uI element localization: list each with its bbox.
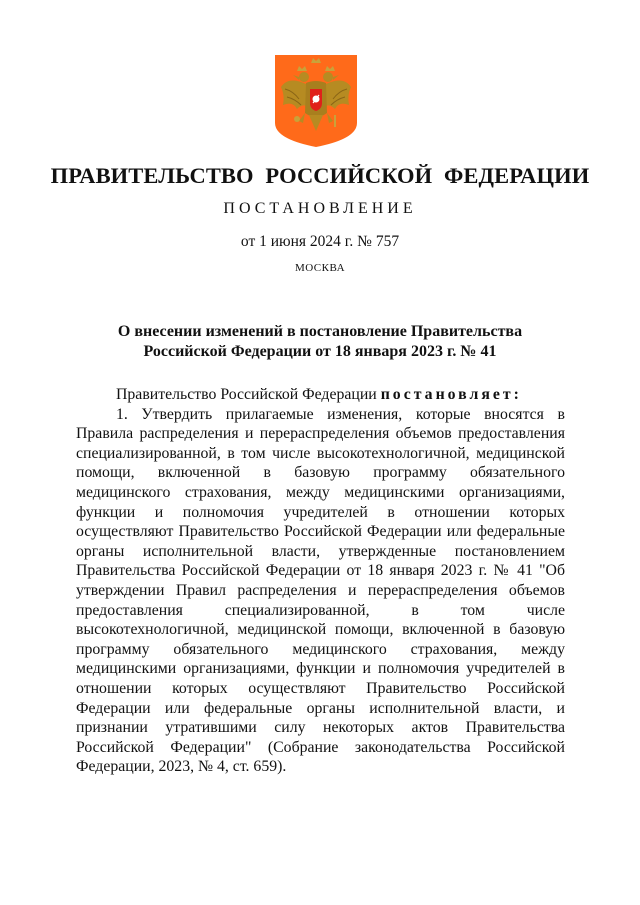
government-title: ПРАВИТЕЛЬСТВО РОССИЙСКОЙ ФЕДЕРАЦИИ <box>50 163 590 188</box>
document-subject <box>80 322 560 362</box>
preamble-prefix: Правительство Российской Федерации <box>116 386 377 403</box>
preamble-keyword: постановляет: <box>380 386 522 403</box>
subject-line-1: О внесении изменений в постановление Правительства <box>117 323 523 340</box>
subject-line-2: Российской Федерации от 18 января 2023 г. № 41 <box>143 343 497 360</box>
paragraph-1: 1. Утвердить прилагаемые изменения, которые вносятся в Правила распределения и перераспределения объемов предоставления специализированной, в том числе высокотехнологичной, медицинской помощи, включенной в базовую программу обязательного медицинского страхования, между медицинскими организациями, функции и полномочия учредителей в отношении которых осуществляют Правительство Российской Федерации или федеральные органы исполнительной власти, утвержденные постановлением Правительства Российской Федерации от 18 января 2023 г. № 41 "Об утверждении Правил распределения и перераспределения объемов предоставления специализированной, в том числе высокотехнологичной, медицинской помощи, включенной в базовую программу обязательного медицинского страхования, между медицинскими организациями, функции и полномочия учредителей в отношении которых осуществляют Правительство Российской Федерации или федеральные органы исполнительной власти, и признании утратившими силу некоторых актов Правительства Российской Федерации" (Собрание законодательства Российской Федерации, 2023, № 4, ст. 659). <box>76 405 565 776</box>
russian-coat-of-arms-icon <box>275 55 357 147</box>
document-body <box>76 385 565 777</box>
document-type: ПОСТАНОВЛЕНИЕ <box>223 200 417 217</box>
preamble <box>76 385 565 405</box>
document-city: МОСКВА <box>294 262 346 274</box>
document-date-number: от 1 июня 2024 г. № 757 <box>240 233 400 250</box>
